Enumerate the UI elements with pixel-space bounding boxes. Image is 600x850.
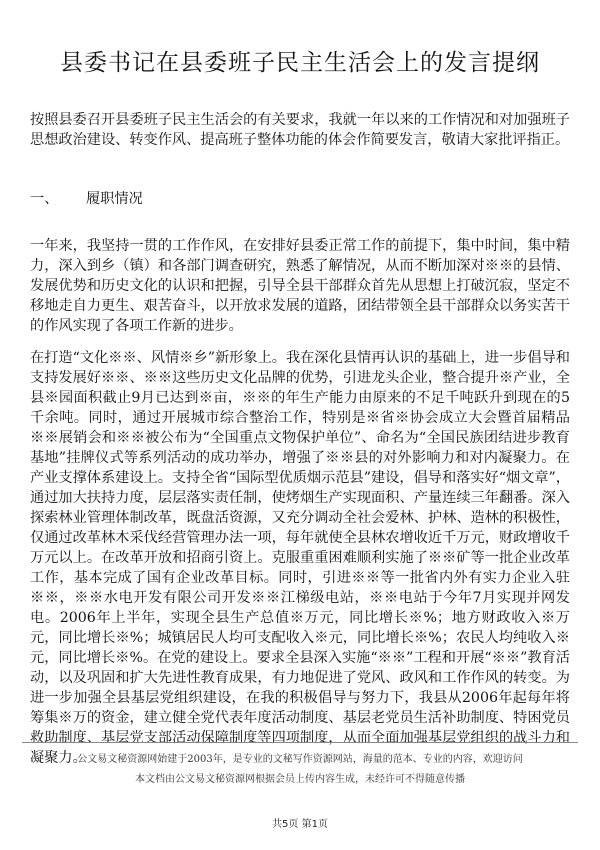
- page-indicator: 共5页 第1页: [272, 819, 328, 830]
- section-title: 履职情况: [86, 191, 143, 207]
- intro-paragraph: 按照县委召开县委班子民主生活会的有关要求，我就一年以来的工作情况和对加强班子思想政治建设、转变作风、提高班子整体功能的体会作简要发言，敬请大家批评指正。: [30, 112, 570, 148]
- document-title: 县委书记在县委班子民主生活会上的发言提纲: [60, 50, 540, 76]
- body-paragraph-1: 一年来，我坚持一贯的工作作风，在安排好县委正常工作的前提下，集中时间，集中精力，深入到乡（镇）和各部门调查研究，熟悉了解情况，从而不断加深对※※的县情、发展优势和历史文化的认识和把握，引导全县干部群众首先从思想上打破沉寂，坚定不移地走自力更生、艰苦奋斗，以开放求发展的道路，团结带领全县干部群众以务实苦干的作风实现了各项工作新的进步。: [30, 238, 570, 334]
- body-paragraph-2: 在打造“文化※※、风情※乡”新形象上。我在深化县情再认识的基础上，进一步倡导和支持发展好※※、※※这些历史文化品牌的优势，引进龙头企业，整合提升※产业，全县※园面积截止9月已达到※亩，※※的年生产能力由原来的不足千吨跃升到现在的5千余吨。同时，通过开展城市综合整治工作，特别是※省※协会成立大会暨首届精品※※展销会和※※被公布为“全国重点文物保护单位”、命名为“全国民族团结进步教育基地”挂牌仪式等系列活动的成功举办，增强了※※县的对外影响力和对内凝聚力。在产业支撑体系建设上。支持全省“国际型优质烟示范县”建设，倡导和落实好“烟文章”，通过加大扶持力度，层层落实责任制，使烤烟生产实现面积、产量连续三年翻番。深入探索林业管理体制改革，既盘活资源，又充分调动全社会爱林、护林、造林的积极性，仅通过改革林木采伐经营管理办法一项，每年就使全县林农增收近千万元，财政增收千万元以上。在改革开放和招商引资上。克服重重困难顺利实施了※※矿等一批企业改革工作，基本完成了国有企业改革目标。同时，引进※※等一批省内外有实力企业入驻※※，※※水电开发有限公司开发※※江梯级电站，※※电站于今年7月实现并网发电。2006年上半年，实现全县生产总值※万元，同比增长※%；地方财政收入※万元，同比增长※%；城镇居民人均可支配收入※元，同比增长※%；农民人均纯收入※元，同比增长※%。在党的建设上。要求全县深入实施“※※”工程和开展“※※”教育活动，以及巩固和扩大先进性教育成果，有力地促进了党风、政风和工作作风的转变。为进一步加强全县基层党组织建设，在我的积极倡导与努力下，我县从2006年起每年将筹集※万的资金，建立健全党代表年度活动制度、基层老党员生活补助制度、特困党员救助制度、基层党支部活动保障制度等四项制度，从而全面加强基层党组织的战斗力和凝聚力。: [30, 350, 570, 766]
- footer-divider: [22, 742, 578, 743]
- footer-line-1: 公文易文秘资源网始建于2003年，是专业的文秘写作资源网站，海量的范本、专业的内容，欢迎访问: [77, 754, 523, 765]
- section-heading: [30, 188, 143, 208]
- footer-line-2: 本文档由公文易文秘资源网根据会员上传内容生成，未经许可不得随意传播: [135, 774, 465, 785]
- section-number: 一、: [30, 191, 59, 207]
